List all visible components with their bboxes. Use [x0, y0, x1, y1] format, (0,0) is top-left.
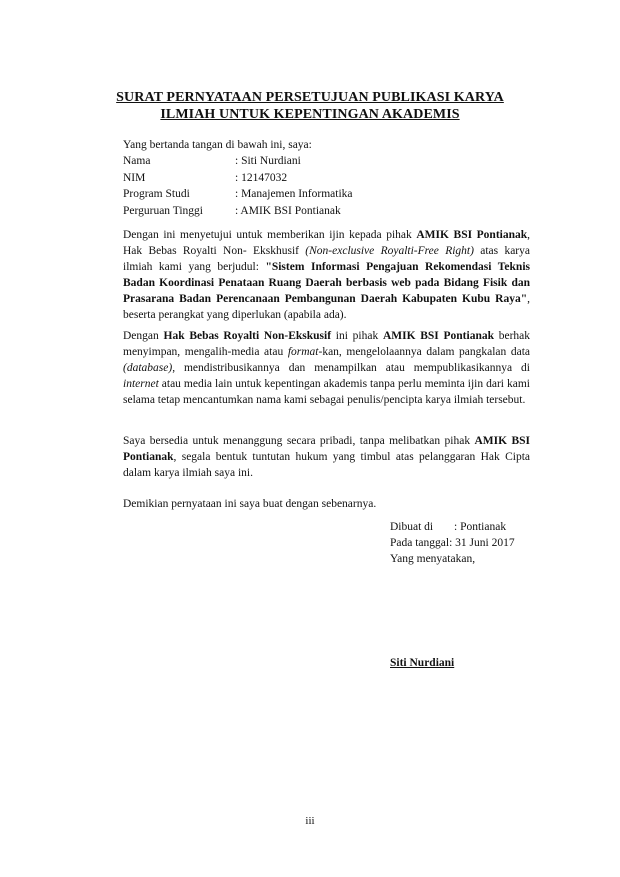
italic-term: format	[287, 346, 319, 358]
text: , mendistribusikannya dan menampilkan atau mempublikasikannya di	[172, 362, 530, 374]
closing-text: Yang menyatakan,	[390, 553, 476, 565]
place-label: Dibuat di	[390, 521, 434, 533]
identity-row-name	[123, 155, 353, 172]
page-number: iii	[305, 815, 315, 827]
text: Dengan ini menyetujui untuk memberikan ijin kepada pihak	[123, 229, 417, 241]
identity-row-nim	[123, 172, 353, 189]
identity-label: Nama	[123, 155, 151, 167]
identity-value: : AMIK BSI Pontianak	[235, 204, 341, 217]
identity-row-program	[123, 188, 353, 205]
paragraph-consent	[123, 227, 530, 323]
text: , segala bentuk tuntutan hukum yang timbul atas pelanggaran Hak Cipta dalam karya ilmiah saya ini.	[123, 451, 530, 479]
place-value: : Pontianak	[454, 521, 507, 533]
text: atas karya ilmiah kami yang berjudul:	[123, 245, 530, 273]
italic-term: (database)	[123, 362, 173, 374]
title-line-2: ILMIAH UNTUK KEPENTINGAN AKADEMIS	[160, 107, 460, 122]
license-term: (Non-exclusive Royalti-Free Right)	[305, 245, 474, 257]
italic-term: internet	[123, 378, 159, 390]
text: -kan, mengelolaannya dalam pangkalan data	[318, 346, 530, 358]
text: atau media lain untuk kepentingan akademis tanpa perlu meminta ijin dari kami selama tetap mencantumkan nama kami sebagai penulis/pencipta karya ilmiah tersebut.	[123, 378, 530, 406]
intro-text: Yang bertanda tangan di bawah ini, saya:	[123, 139, 312, 151]
text: ini pihak	[331, 330, 383, 342]
identity-value: : Siti Nurdiani	[235, 155, 301, 167]
license-name: Hak Bebas Royalti Non-Ekskusif	[163, 330, 332, 342]
paragraph-rights	[123, 328, 530, 408]
place-row	[390, 519, 515, 535]
signer-name: Siti Nurdiani	[390, 657, 455, 669]
institution-name: AMIK BSI Pontianak	[123, 435, 530, 463]
thesis-title: "Sistem Informasi Pengajuan Rekomendasi Teknis Badan Koordinasi Penataan Ruang Daerah berbasis web pada Bidang Fisik dan Prasarana Badan Perencanaan Pembangunan Daerah Kabupaten Kubu Raya"	[123, 261, 530, 305]
text: berhak menyimpan, mengalih-media atau	[123, 330, 531, 358]
identity-label: Program Studi	[123, 188, 190, 200]
document-title	[90, 89, 530, 123]
identity-table	[123, 155, 353, 221]
identity-label: NIM	[123, 171, 146, 184]
identity-row-institution	[123, 205, 353, 222]
text: , Hak Bebas Royalti Non- Ekskhusif	[123, 229, 531, 257]
identity-label: Perguruan Tinggi	[123, 204, 203, 217]
text: , beserta perangkat yang diperlukan (apabila ada).	[123, 293, 530, 321]
title-line-1: SURAT PERNYATAAN PERSETUJUAN PUBLIKASI KARYA	[116, 90, 504, 105]
signature-block	[390, 519, 515, 567]
text: Saya bersedia untuk menanggung secara pribadi, tanpa melibatkan pihak	[123, 435, 475, 447]
identity-value: : 12147032	[235, 171, 288, 184]
date-text: Pada tanggal: 31 Juni 2017	[390, 537, 515, 549]
institution-name: AMIK BSI Pontianak	[416, 229, 528, 241]
identity-value: : Manajemen Informatika	[235, 188, 353, 200]
paragraph-closing: Demikian pernyataan ini saya buat dengan sebenarnya.	[123, 498, 377, 510]
institution-name: AMIK BSI Pontianak	[382, 330, 494, 342]
text: Dengan	[123, 330, 164, 342]
paragraph-liability	[123, 433, 530, 481]
